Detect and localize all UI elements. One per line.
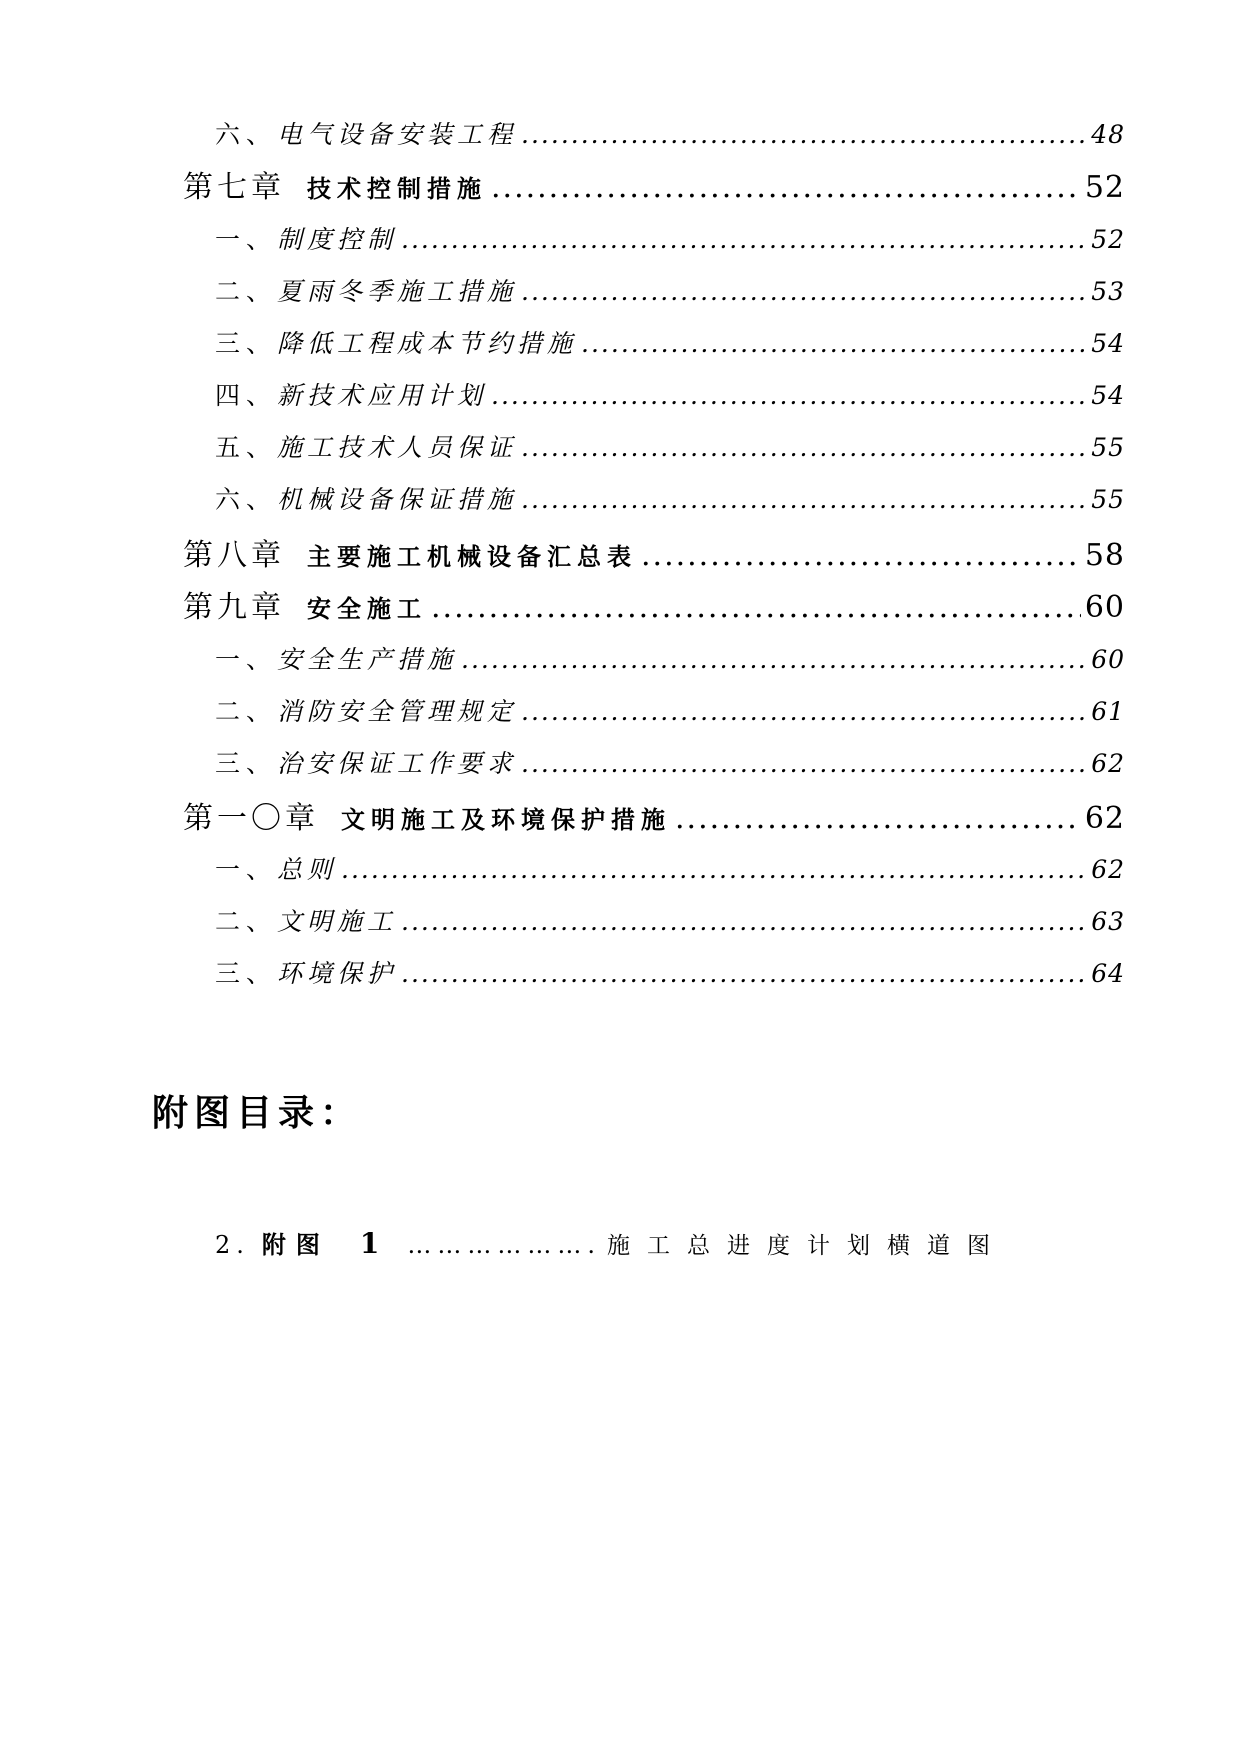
appendix-item-number: 1 [359, 1227, 380, 1260]
toc-entry-title: 新技术应用计划 [277, 381, 488, 410]
toc-dot-leader [401, 907, 1087, 936]
toc-entry-title: 电气设备安装工程 [277, 120, 518, 149]
toc-entry[interactable] [215, 744, 1125, 780]
toc-entry[interactable] [215, 115, 1125, 151]
toc-chapter-title: 主要施工机械设备汇总表 [307, 543, 637, 571]
toc-dot-leader [401, 959, 1087, 988]
appendix-item-title: 施工总进度计划横道图 [607, 1233, 1008, 1259]
toc-dot-leader [491, 170, 1081, 205]
toc-entry-number: 三、 [215, 959, 278, 988]
toc-entry[interactable] [215, 954, 1125, 990]
toc-entry-page: 55 [1091, 433, 1125, 462]
toc-entry-title: 总则 [277, 855, 338, 884]
toc-dot-leader [341, 855, 1087, 884]
toc-chapter-number: 第九章 [183, 590, 285, 625]
toc-chapter-title: 技术控制措施 [307, 175, 487, 203]
toc-entry-title: 文明施工 [277, 907, 398, 936]
toc-entry[interactable] [215, 272, 1125, 308]
toc-entry-page: 52 [1091, 225, 1125, 254]
toc-entry[interactable] [215, 692, 1125, 728]
toc-chapter[interactable] [183, 530, 1125, 574]
toc-entry-page: 48 [1091, 120, 1125, 149]
appendix-item[interactable] [215, 1225, 1125, 1260]
toc-chapter[interactable] [183, 582, 1125, 626]
toc-entry-number: 三、 [215, 329, 278, 358]
toc-dot-leader [641, 538, 1081, 573]
toc-entry-number: 三、 [215, 749, 278, 778]
toc-dot-leader [521, 485, 1087, 514]
toc-dot-leader [431, 590, 1081, 625]
toc-dot-leader [521, 120, 1087, 149]
toc-entry-page: 55 [1091, 485, 1125, 514]
toc-chapter-page: 62 [1084, 801, 1125, 836]
toc-entry-number: 六、 [215, 485, 278, 514]
toc-entry[interactable] [215, 480, 1125, 516]
toc-chapter[interactable] [183, 162, 1125, 206]
toc-chapter-page: 58 [1084, 538, 1125, 573]
toc-entry-number: 五、 [215, 433, 278, 462]
toc-entry[interactable] [215, 324, 1125, 360]
toc-dot-leader [521, 277, 1087, 306]
toc-dot-leader [675, 801, 1081, 836]
toc-dot-leader [491, 381, 1087, 410]
toc-dot-leader [461, 645, 1087, 674]
toc-entry-number: 二、 [215, 907, 278, 936]
toc-entry-title: 治安保证工作要求 [277, 749, 518, 778]
toc-entry-title: 消防安全管理规定 [277, 697, 518, 726]
toc-entry-page: 63 [1091, 907, 1125, 936]
toc-entry-title: 安全生产措施 [277, 645, 458, 674]
toc-entry-page: 54 [1091, 329, 1125, 358]
toc-entry-page: 54 [1091, 381, 1125, 410]
toc-entry-number: 二、 [215, 697, 278, 726]
toc-chapter-number: 第八章 [183, 538, 285, 573]
toc-entry-page: 62 [1091, 749, 1125, 778]
toc-entry[interactable] [215, 902, 1125, 938]
toc-chapter-page: 52 [1084, 170, 1125, 205]
toc-entry-page: 60 [1091, 645, 1125, 674]
appendix-heading: 附图目录： [152, 1093, 363, 1134]
toc-chapter-number: 第七章 [183, 170, 285, 205]
toc-entry[interactable] [215, 640, 1125, 676]
toc-chapter[interactable] [183, 793, 1125, 837]
toc-dot-leader [521, 697, 1087, 726]
toc-entry-number: 四、 [215, 381, 278, 410]
toc-entry-title: 机械设备保证措施 [277, 485, 518, 514]
toc-entry[interactable] [215, 220, 1125, 256]
toc-dot-leader [521, 749, 1087, 778]
toc-entry-number: 一、 [215, 225, 278, 254]
appendix-item-index: 2. [215, 1231, 250, 1259]
appendix-dot-leader: ………………. [407, 1231, 602, 1259]
toc-entry-number: 二、 [215, 277, 278, 306]
toc-entry-page: 61 [1091, 697, 1125, 726]
toc-entry[interactable] [215, 428, 1125, 464]
toc-entry-number: 一、 [215, 645, 278, 674]
toc-entry-page: 62 [1091, 855, 1125, 884]
toc-entry-title: 环境保护 [277, 959, 398, 988]
toc-entry-title: 施工技术人员保证 [277, 433, 518, 462]
toc-dot-leader [581, 329, 1087, 358]
toc-entry[interactable] [215, 850, 1125, 886]
toc-entry-title: 夏雨冬季施工措施 [277, 277, 518, 306]
toc-chapter-page: 60 [1084, 590, 1125, 625]
toc-dot-leader [401, 225, 1087, 254]
toc-dot-leader [521, 433, 1087, 462]
toc-chapter-title: 安全施工 [307, 595, 427, 623]
toc-chapter-number: 第一〇章 [183, 801, 319, 836]
toc-entry-page: 53 [1091, 277, 1125, 306]
toc-entry-title: 制度控制 [277, 225, 398, 254]
appendix-item-label: 附图 [261, 1231, 330, 1259]
toc-entry[interactable] [215, 376, 1125, 412]
toc-entry-title: 降低工程成本节约措施 [277, 329, 578, 358]
toc-entry-page: 64 [1091, 959, 1125, 988]
toc-chapter-title: 文明施工及环境保护措施 [341, 806, 671, 834]
toc-entry-number: 六、 [215, 120, 278, 149]
toc-entry-number: 一、 [215, 855, 278, 884]
